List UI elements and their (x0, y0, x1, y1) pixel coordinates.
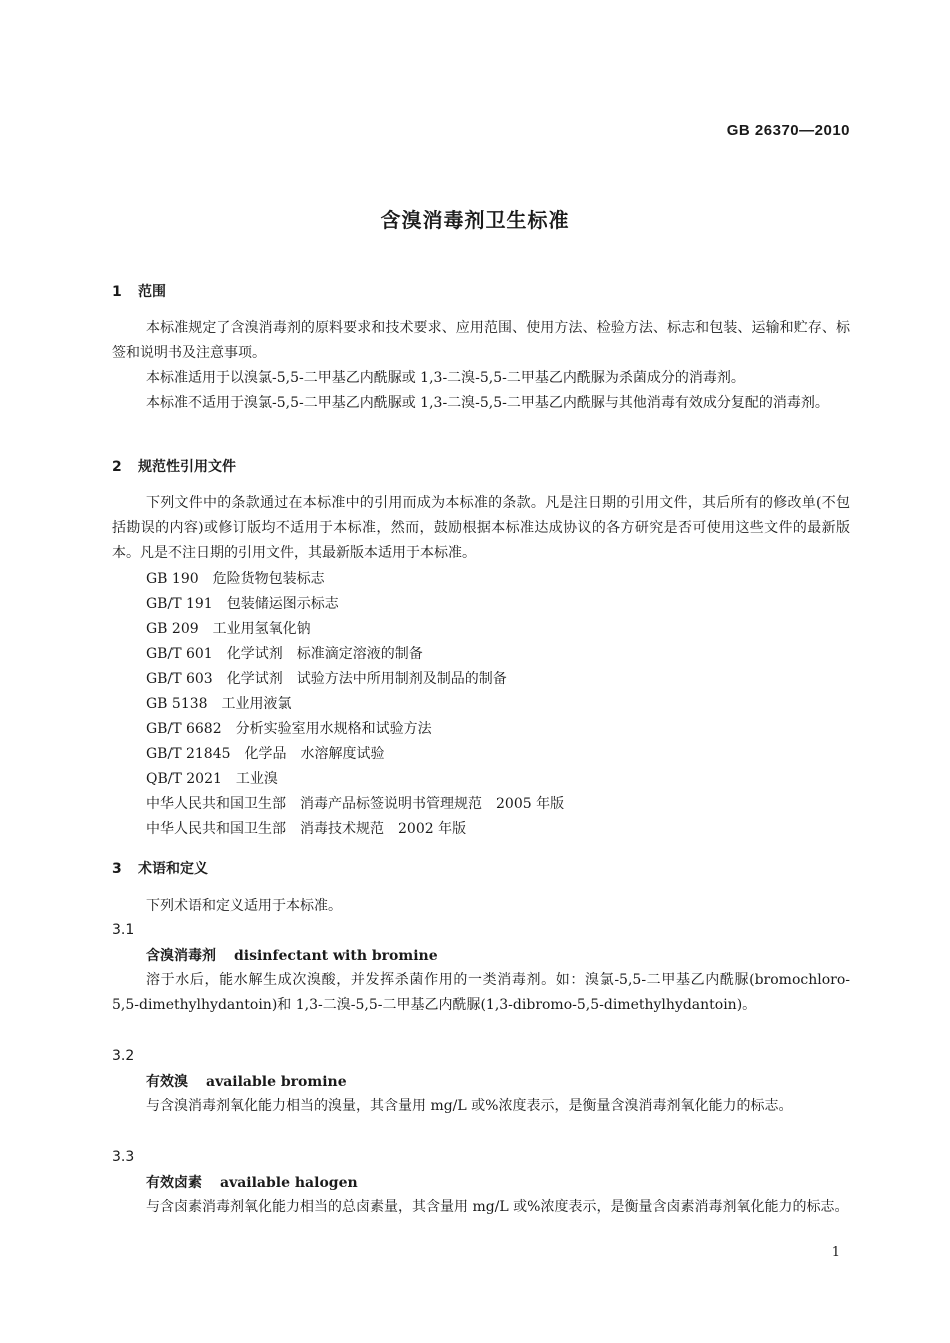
section-1-heading (112, 281, 166, 301)
reference-item: GB/T 603 化学试剂 试验方法中所用制剂及制品的制备 (146, 671, 507, 687)
section-1-paragraph-1: 本标准规定了含溴消毒剂的原料要求和技术要求、应用范围、使用方法、检验方法、标志和包装、运输和贮存、标签和说明书及注意事项。 (112, 320, 850, 361)
term-definition: 溶于水后，能水解生成次溴酸，并发挥杀菌作用的一类消毒剂。如：溴氯-5,5-二甲基乙内酰脲(bromochloro-5,5-dimethylhydantoin)和 1,3-二溴-5,5-二甲基乙内酰脲(1,3-dibromo-5,5-dimethylhydantoin)。 (112, 972, 850, 1013)
reference-item: QB/T 2021 工业溴 (146, 771, 278, 787)
reference-item: GB/T 601 化学试剂 标准滴定溶液的制备 (146, 646, 423, 662)
document-title: 含溴消毒剂卫生标准 (380, 208, 570, 232)
reference-item: GB 209 工业用氢氧化钠 (146, 621, 311, 637)
reference-item: GB 190 危险货物包装标志 (146, 571, 325, 587)
term-en: disinfectant with bromine (234, 948, 438, 964)
page-number: 1 (831, 1245, 840, 1260)
term-number: 3.3 (112, 1149, 135, 1165)
standard-code: GB 26370—2010 (726, 122, 850, 139)
term-zh: 有效溴 (146, 1074, 188, 1090)
section-number: 3 (112, 861, 122, 877)
reference-item: GB/T 21845 化学品 水溶解度试验 (146, 746, 385, 762)
term-zh: 含溴消毒剂 (146, 948, 216, 964)
term-en: available bromine (206, 1074, 347, 1090)
term-zh: 有效卤素 (146, 1175, 202, 1191)
reference-item: GB 5138 工业用液氯 (146, 696, 292, 712)
reference-item: 中华人民共和国卫生部 消毒技术规范 2002 年版 (146, 821, 467, 837)
reference-item: 中华人民共和国卫生部 消毒产品标签说明书管理规范 2005 年版 (146, 796, 565, 812)
section-1-paragraph-3: 本标准不适用于溴氯-5,5-二甲基乙内酰脲或 1,3-二溴-5,5-二甲基乙内酰脲与其他消毒有效成分复配的消毒剂。 (146, 395, 829, 411)
section-1-paragraph-2: 本标准适用于以溴氯-5,5-二甲基乙内酰脲或 1,3-二溴-5,5-二甲基乙内酰脲为杀菌成分的消毒剂。 (146, 370, 745, 386)
section-title: 规范性引用文件 (138, 459, 236, 475)
term-definition: 与含卤素消毒剂氧化能力相当的总卤素量，其含量用 mg/L 或%浓度表示，是衡量含卤素消毒剂氧化能力的标志。 (146, 1199, 849, 1215)
term-number: 3.1 (112, 922, 135, 938)
section-3-heading (112, 858, 208, 878)
term-number: 3.2 (112, 1048, 135, 1064)
section-number: 2 (112, 459, 122, 475)
section-3-paragraph-1: 下列术语和定义适用于本标准。 (146, 898, 342, 914)
term-heading (146, 945, 438, 965)
section-title: 术语和定义 (138, 861, 208, 877)
term-definition: 与含溴消毒剂氧化能力相当的溴量，其含量用 mg/L 或%浓度表示，是衡量含溴消毒剂氧化能力的标志。 (146, 1098, 793, 1114)
term-en: available halogen (220, 1175, 358, 1191)
reference-item: GB/T 191 包装储运图示标志 (146, 596, 339, 612)
section-2-heading (112, 456, 236, 476)
section-2-paragraph-1: 下列文件中的条款通过在本标准中的引用而成为本标准的条款。凡是注日期的引用文件，其后所有的修改单(不包括勘误的内容)或修订版均不适用于本标准，然而，鼓励根据本标准达成协议的各方研究是否可使用这些文件的最新版本。凡是不注日期的引用文件，其最新版本适用于本标准。 (112, 495, 850, 561)
section-title: 范围 (138, 284, 166, 300)
section-number: 1 (112, 284, 122, 300)
term-heading (146, 1071, 347, 1091)
reference-item: GB/T 6682 分析实验室用水规格和试验方法 (146, 721, 432, 737)
term-heading (146, 1172, 358, 1192)
